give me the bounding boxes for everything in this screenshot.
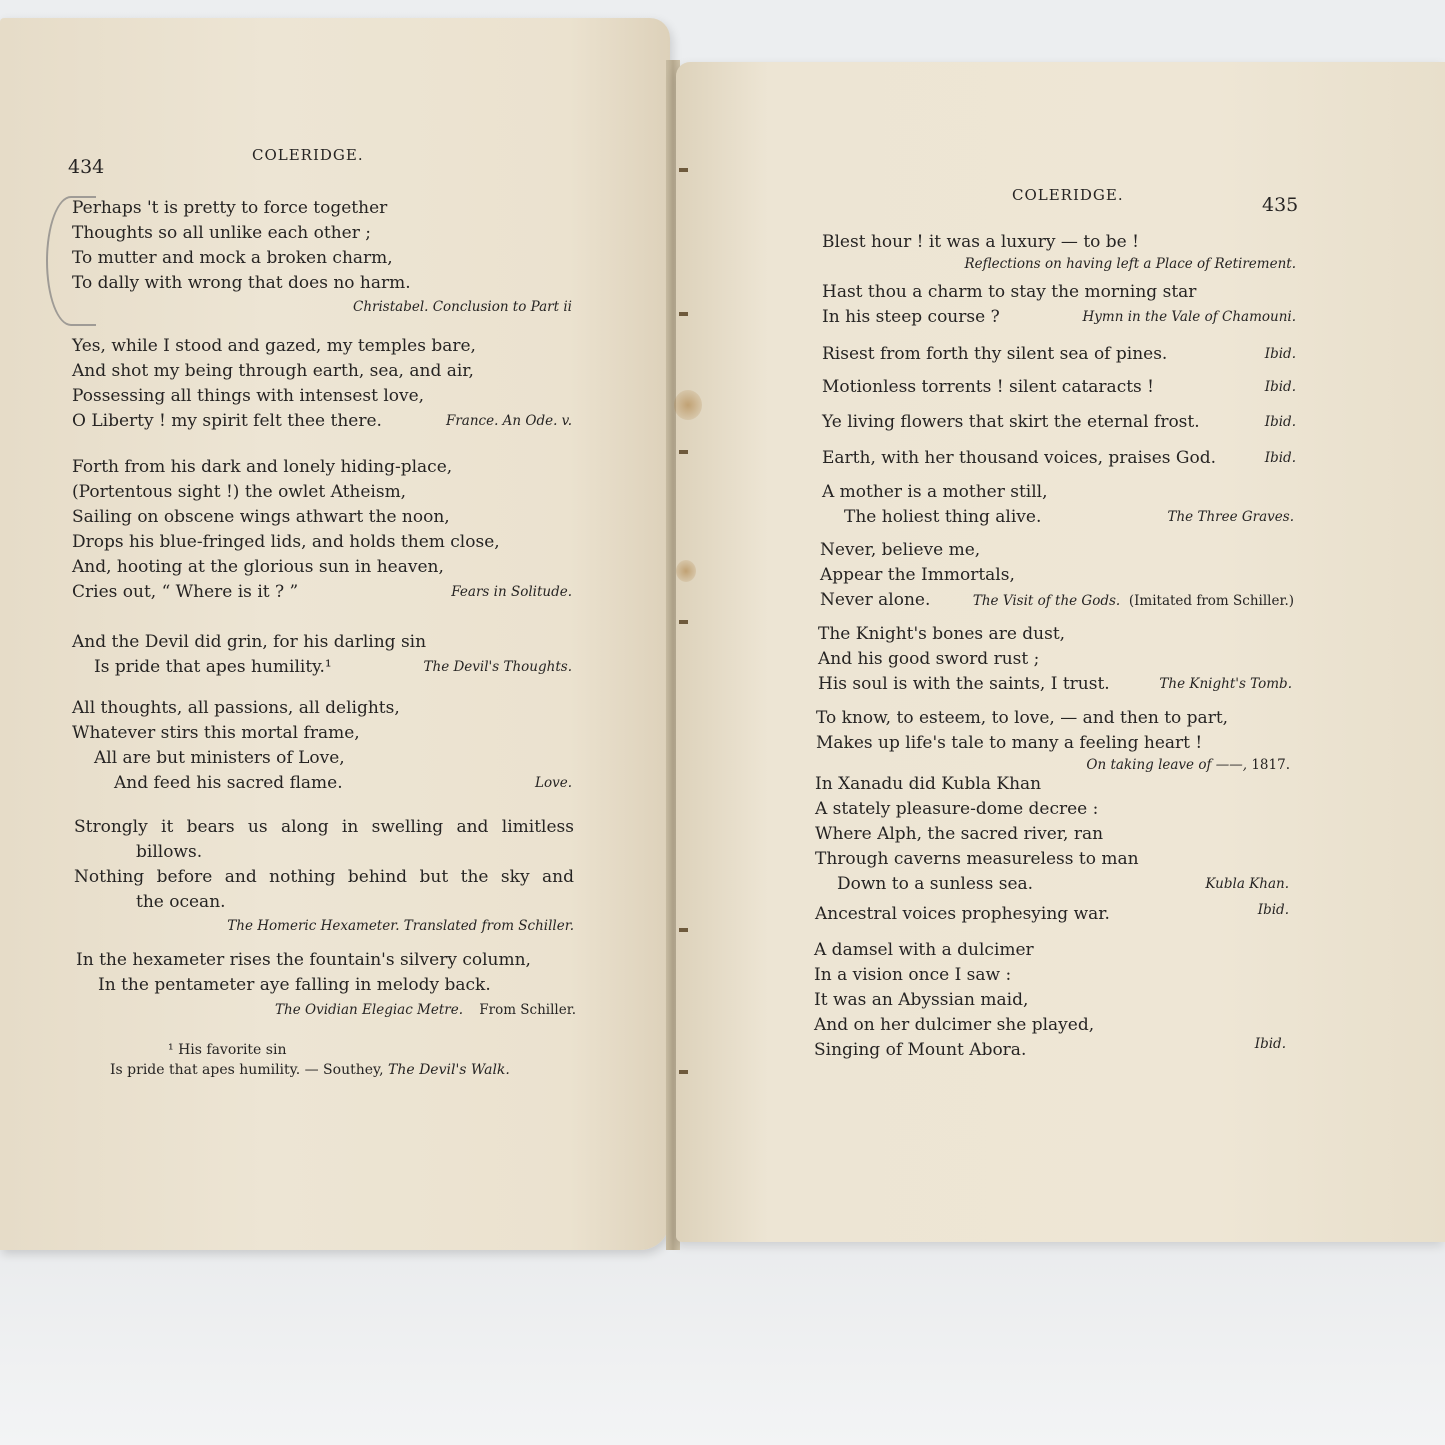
verse-line: Makes up life's tale to many a feeling heart ! bbox=[816, 733, 1203, 753]
verse-line: The Knight's bones are dust, bbox=[818, 624, 1066, 644]
quote-ibid-earth bbox=[822, 446, 1296, 471]
quote-source: Ibid. bbox=[1264, 379, 1296, 395]
verse-line: Risest from forth thy silent sea of pines. bbox=[822, 344, 1168, 364]
quote-source: The Three Graves. bbox=[1167, 509, 1294, 525]
quote-kubla-khan bbox=[815, 772, 1289, 897]
verse-line: Is pride that apes humility.¹ bbox=[94, 657, 332, 677]
verse-line: Down to a sunless sea. bbox=[837, 874, 1034, 894]
page-number-right: 435 bbox=[1262, 194, 1299, 216]
verse-line: In a vision once I saw : bbox=[814, 965, 1012, 985]
binding-stitch bbox=[679, 450, 688, 454]
quote-source: Kubla Khan. bbox=[1205, 876, 1289, 892]
verse-line: Drops his blue-fringed lids, and holds them close, bbox=[72, 532, 500, 552]
quote-reflections bbox=[822, 230, 1296, 273]
verse-line: It was an Abyssian maid, bbox=[814, 990, 1029, 1010]
verse-line: In Xanadu did Kubla Khan bbox=[815, 774, 1042, 794]
quote-source: France. An Ode. v. bbox=[445, 413, 572, 429]
foxing-stain bbox=[676, 560, 696, 582]
binding-stitch bbox=[679, 1070, 688, 1074]
verse-line: All thoughts, all passions, all delights, bbox=[72, 698, 400, 718]
verse-line: Through caverns measureless to man bbox=[815, 849, 1139, 869]
verse-line: And feed his sacred flame. bbox=[114, 773, 343, 793]
quote-knights-tomb bbox=[818, 622, 1292, 697]
quote-source: The Knight's Tomb. bbox=[1159, 676, 1292, 692]
binding-stitch bbox=[679, 928, 688, 932]
quote-ibid-pines bbox=[822, 342, 1296, 367]
quote-source-extra: (Imitated from Schiller.) bbox=[1128, 593, 1294, 609]
verse-line: Thoughts so all unlike each other ; bbox=[72, 223, 371, 243]
quote-ibid-damsel bbox=[814, 938, 1286, 1063]
quote-ibid-ancestral bbox=[815, 902, 1289, 927]
page-number-left: 434 bbox=[68, 156, 105, 178]
verse-line: Blest hour ! it was a luxury — to be ! bbox=[822, 232, 1139, 252]
quote-ibid-torrents bbox=[822, 375, 1296, 400]
quote-taking-leave bbox=[816, 706, 1290, 774]
verse-line: And the Devil did grin, for his darling sin bbox=[72, 632, 427, 652]
binding-stitch bbox=[679, 312, 688, 316]
quote-source: Hymn in the Vale of Chamouni. bbox=[1082, 309, 1296, 325]
verse-line: In his steep course ? bbox=[822, 307, 1000, 327]
verse-line: Never alone. bbox=[820, 590, 931, 610]
quote-source: Fears in Solitude. bbox=[451, 584, 572, 600]
quote-source: Ibid. bbox=[1264, 450, 1296, 466]
quote-source-extra: 1817. bbox=[1251, 757, 1290, 773]
verse-line: A stately pleasure-dome decree : bbox=[815, 799, 1099, 819]
quote-source: Ibid. bbox=[1254, 1036, 1286, 1052]
quote-ibid-flowers bbox=[822, 410, 1296, 435]
verse-line: Strongly it bears us along in swelling and limitless bbox=[74, 817, 574, 837]
quote-homeric-hexameter bbox=[74, 815, 574, 937]
quote-source: The Visit of the Gods. bbox=[972, 593, 1121, 609]
quote-visit-of-the-gods bbox=[820, 538, 1294, 613]
quote-source: Reflections on having left a Place of Retirement. bbox=[964, 256, 1296, 272]
binding-stitch bbox=[679, 620, 688, 624]
running-head-left: COLERIDGE. bbox=[252, 146, 364, 164]
verse-line: Earth, with her thousand voices, praises God. bbox=[822, 448, 1217, 468]
verse-line: And his good sword rust ; bbox=[818, 649, 1040, 669]
verse-line: A mother is a mother still, bbox=[822, 482, 1048, 502]
quote-devils-thoughts bbox=[72, 630, 572, 680]
footnote bbox=[110, 1040, 550, 1080]
footnote-source: The Devil's Walk. bbox=[387, 1062, 510, 1078]
verse-line: And shot my being through earth, sea, and air, bbox=[72, 361, 474, 381]
quote-christabel bbox=[72, 196, 572, 318]
verse-line: (Portentous sight !) the owlet Atheism, bbox=[72, 482, 407, 502]
verse-line: Sailing on obscene wings athwart the noon, bbox=[72, 507, 450, 527]
quote-source: Ibid. bbox=[1264, 346, 1296, 362]
foxing-stain bbox=[674, 390, 702, 420]
verse-line: Appear the Immortals, bbox=[820, 565, 1015, 585]
quote-source: Ibid. bbox=[1264, 414, 1296, 430]
quote-hymn-chamouni bbox=[822, 280, 1296, 330]
quote-source: Love. bbox=[535, 775, 572, 791]
quote-source: On taking leave of ——, bbox=[1086, 757, 1248, 773]
quote-source: Ibid. bbox=[1257, 902, 1289, 918]
running-head-right: COLERIDGE. bbox=[1012, 186, 1124, 204]
verse-line: the ocean. bbox=[136, 892, 226, 912]
quote-ovidian-elegiac bbox=[76, 948, 576, 1020]
verse-line: Yes, while I stood and gazed, my temples bare, bbox=[72, 336, 476, 356]
verse-line: The holiest thing alive. bbox=[844, 507, 1042, 527]
verse-line: Where Alph, the sacred river, ran bbox=[815, 824, 1104, 844]
verse-line: Forth from his dark and lonely hiding-place, bbox=[72, 457, 453, 477]
verse-line: Hast thou a charm to stay the morning star bbox=[822, 282, 1197, 302]
verse-line: In the hexameter rises the fountain's silvery column, bbox=[76, 950, 531, 970]
verse-line: Nothing before and nothing behind but the sky and bbox=[74, 867, 574, 887]
binding-stitch bbox=[679, 168, 688, 172]
verse-line: In the pentameter aye falling in melody back. bbox=[98, 975, 491, 995]
verse-line: Ancestral voices prophesying war. bbox=[815, 904, 1110, 924]
verse-line: Singing of Mount Abora. bbox=[814, 1040, 1027, 1060]
quote-source: The Devil's Thoughts. bbox=[423, 659, 572, 675]
verse-line: To dally with wrong that does no harm. bbox=[72, 273, 411, 293]
verse-line: All are but ministers of Love, bbox=[94, 748, 345, 768]
quote-fears-in-solitude bbox=[72, 455, 572, 605]
verse-line: And, hooting at the glorious sun in heaven, bbox=[72, 557, 444, 577]
verse-line: To know, to esteem, to love, — and then to part, bbox=[816, 708, 1229, 728]
verse-line: To mutter and mock a broken charm, bbox=[72, 248, 393, 268]
verse-line: Whatever stirs this mortal frame, bbox=[72, 723, 360, 743]
quote-three-graves bbox=[822, 480, 1294, 530]
quote-source: The Ovidian Elegiac Metre. bbox=[275, 1002, 464, 1018]
verse-line: billows. bbox=[136, 842, 203, 862]
footnote-line: Is pride that apes humility. — Southey, bbox=[110, 1062, 384, 1078]
verse-line: Perhaps 't is pretty to force together bbox=[72, 198, 388, 218]
verse-line: His soul is with the saints, I trust. bbox=[818, 674, 1110, 694]
footnote-line: ¹ His favorite sin bbox=[168, 1042, 287, 1058]
verse-line: Ye living flowers that skirt the eternal frost. bbox=[822, 412, 1200, 432]
verse-line: A damsel with a dulcimer bbox=[814, 940, 1034, 960]
quote-source: Christabel. Conclusion to Part ii bbox=[353, 299, 572, 315]
verse-line: Possessing all things with intensest love, bbox=[72, 386, 425, 406]
quote-source-extra: From Schiller. bbox=[479, 1002, 576, 1018]
quote-love bbox=[72, 696, 572, 796]
verse-line: Never, believe me, bbox=[820, 540, 981, 560]
verse-line: And on her dulcimer she played, bbox=[814, 1015, 1095, 1035]
verse-line: Motionless torrents ! silent cataracts ! bbox=[822, 377, 1155, 397]
verse-line: O Liberty ! my spirit felt thee there. bbox=[72, 411, 382, 431]
quote-france bbox=[72, 334, 572, 434]
quote-source: The Homeric Hexameter. Translated from Schiller. bbox=[227, 918, 574, 934]
verse-line: Cries out, “ Where is it ? ” bbox=[72, 582, 299, 602]
